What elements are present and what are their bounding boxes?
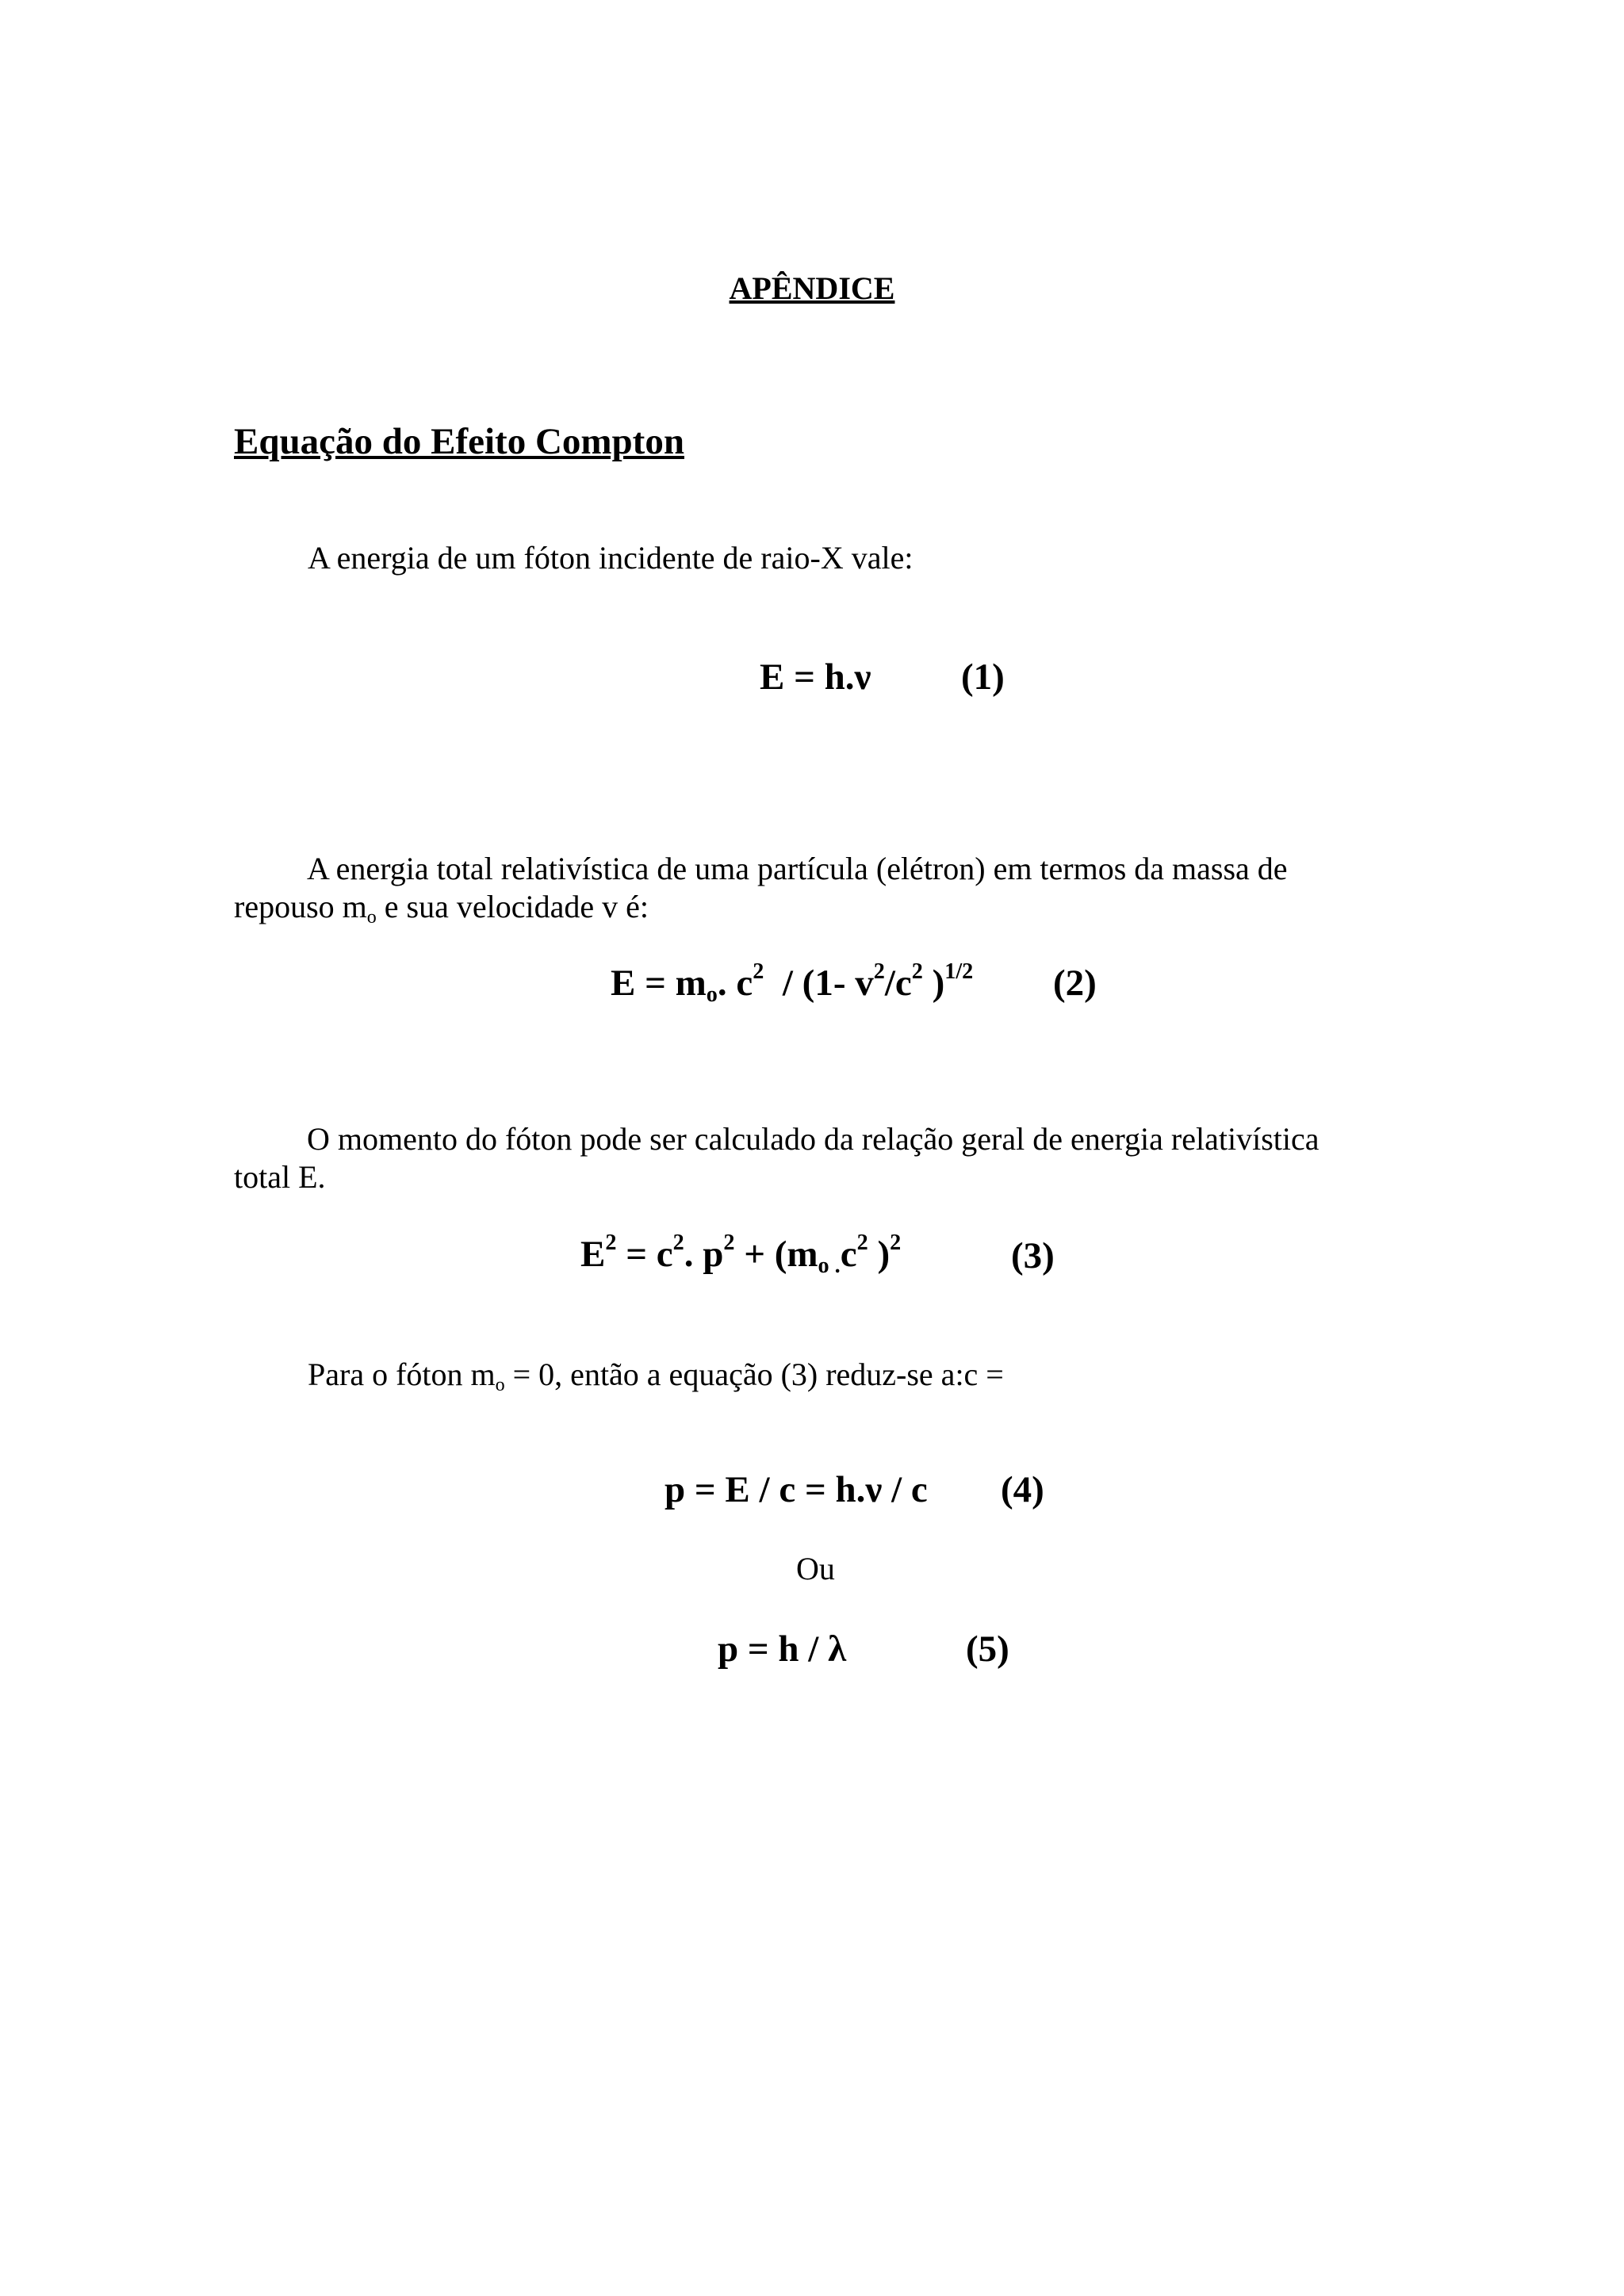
paragraph-1	[308, 539, 913, 577]
paragraph-3	[234, 1120, 1392, 1196]
equation-5-number: (5)	[966, 1628, 1009, 1670]
section-heading: Equação do Efeito Compton	[234, 421, 684, 462]
paragraph-1-text: A energia de um fóton incidente de raio-X vale:	[308, 540, 914, 576]
paragraph-3-line-1: O momento do fóton pode ser calculado da relação geral de energia relativística	[307, 1121, 1320, 1157]
or-text: Ou	[796, 1551, 835, 1586]
equation-4-number: (4)	[1001, 1469, 1044, 1510]
paragraph-2-line-1: A energia total relativística de uma partícula (elétron) em termos da massa de	[307, 851, 1288, 886]
page-title: APÊNDICE	[729, 270, 895, 306]
paragraph-3-line-2: total E.	[234, 1159, 326, 1195]
equation-5: p = h / λ	[718, 1628, 847, 1670]
paragraph-2-line-2: repouso $m_o$ e sua velocidade v é:	[234, 889, 649, 928]
paragraph-2	[234, 850, 1392, 926]
equation-4: p = E / c = h.ν / c	[665, 1469, 928, 1510]
equation-2: $E = m_o$. $c^2 / (1-$ $v^2/c^2$ )$^{1/2}$	[611, 959, 974, 1008]
equation-3: $E^2 = c^2$. $p^2 + (m_{o .}c^2$ )$^2$	[580, 1230, 902, 1279]
equation-1-number: (1)	[961, 656, 1005, 698]
equation-2-number: (2)	[1053, 962, 1097, 1004]
equation-1: E = h.ν	[760, 656, 871, 698]
equation-3-number: (3)	[1011, 1235, 1055, 1276]
paragraph-4: Para o fóton $m_o = 0$, então a equação (3) reduz-se a:c =	[308, 1357, 1004, 1396]
